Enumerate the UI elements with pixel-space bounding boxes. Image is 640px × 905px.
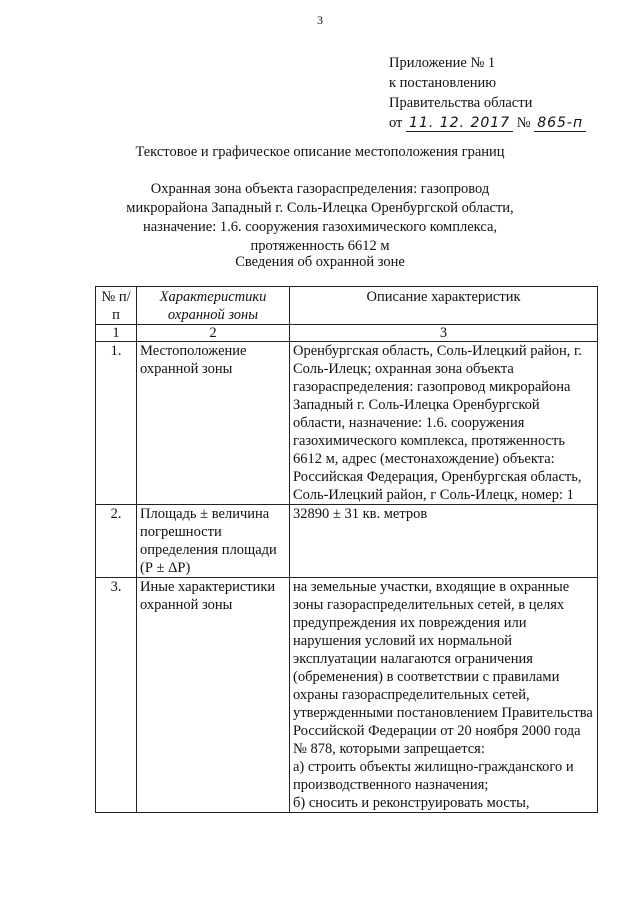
document-title: Текстовое и графическое описание местоположения границ <box>135 144 505 160</box>
table-header-row <box>96 287 598 325</box>
index-cell: 2 <box>137 325 290 342</box>
restriction-item-a: а) строить объекты жилищно-гражданского и производственного назначения; <box>293 759 574 793</box>
handwritten-date: 11. 12. 2017 <box>406 116 513 132</box>
appendix-number-prefix: № <box>516 115 531 131</box>
row-characteristic: Площадь ± величина погрешности определения площади (Р ± ΔР) <box>137 505 290 578</box>
appendix-government: Правительства области <box>389 95 533 111</box>
row-description: Оренбургская область, Соль-Илецкий район, г. Соль-Илецк; охранная зона объекта газораспределения: газопровод микрорайона Западный г. Соль-Илецка Оренбургской области, назначение: 1.6. сооружения газохимического комплекса, протяженность 6612 м, адрес (местонахождение) объекта: Российская Федерация, Оренбургская область, Соль-Илецкий район, г Соль-Илецк, номер: 1 <box>290 342 598 505</box>
index-cell: 3 <box>290 325 598 342</box>
row-num: 1. <box>96 342 137 505</box>
header-description: Описание характеристик <box>290 287 598 325</box>
row-characteristic: Иные характеристики охранной зоны <box>137 578 290 813</box>
handwritten-number: 865-п <box>534 116 586 132</box>
index-cell: 1 <box>96 325 137 342</box>
header-characteristic: Характеристики охранной зоны <box>137 287 290 325</box>
row-characteristic: Местоположение охранной зоны <box>137 342 290 505</box>
table-row <box>96 505 598 578</box>
table-index-row <box>96 325 598 342</box>
table-row <box>96 578 598 813</box>
appendix-title: Приложение № 1 <box>389 55 496 71</box>
header-num: № п/п <box>96 287 137 325</box>
section-title: Сведения об охранной зоне <box>235 254 405 270</box>
appendix-date-line <box>389 113 586 133</box>
object-description: Охранная зона объекта газораспределения: газопровод микрорайона Западный г. Соль-Илецка Оренбургской области, назначение: 1.6. сооружения газохимического комплекса, протяженность 6612 м <box>126 181 514 254</box>
restrictions-text: на земельные участки, входящие в охранные зоны газораспределительных сетей, в целях предупреждения их повреждения или нарушения условий их нормальной эксплуатации налагаются ограничения (обременения) в соответствии с правилами охраны газораспределительных сетей, утвержденными постановлением Правительства Российской Федерации от 20 ноября 2000 года № 878, которыми запрещается: <box>293 579 593 757</box>
zone-info-table <box>95 286 598 813</box>
appendix-to-resolution: к постановлению <box>389 75 497 91</box>
table-row <box>96 342 598 505</box>
row-description: 32890 ± 31 кв. метров <box>290 505 598 578</box>
row-num: 2. <box>96 505 137 578</box>
row-num: 3. <box>96 578 137 813</box>
restriction-item-b: б) сносить и реконструировать мосты, <box>293 795 530 811</box>
appendix-from-prefix: от <box>389 115 403 131</box>
page-number: 3 <box>317 13 323 27</box>
appendix-header <box>389 53 586 133</box>
row-description <box>290 578 598 813</box>
